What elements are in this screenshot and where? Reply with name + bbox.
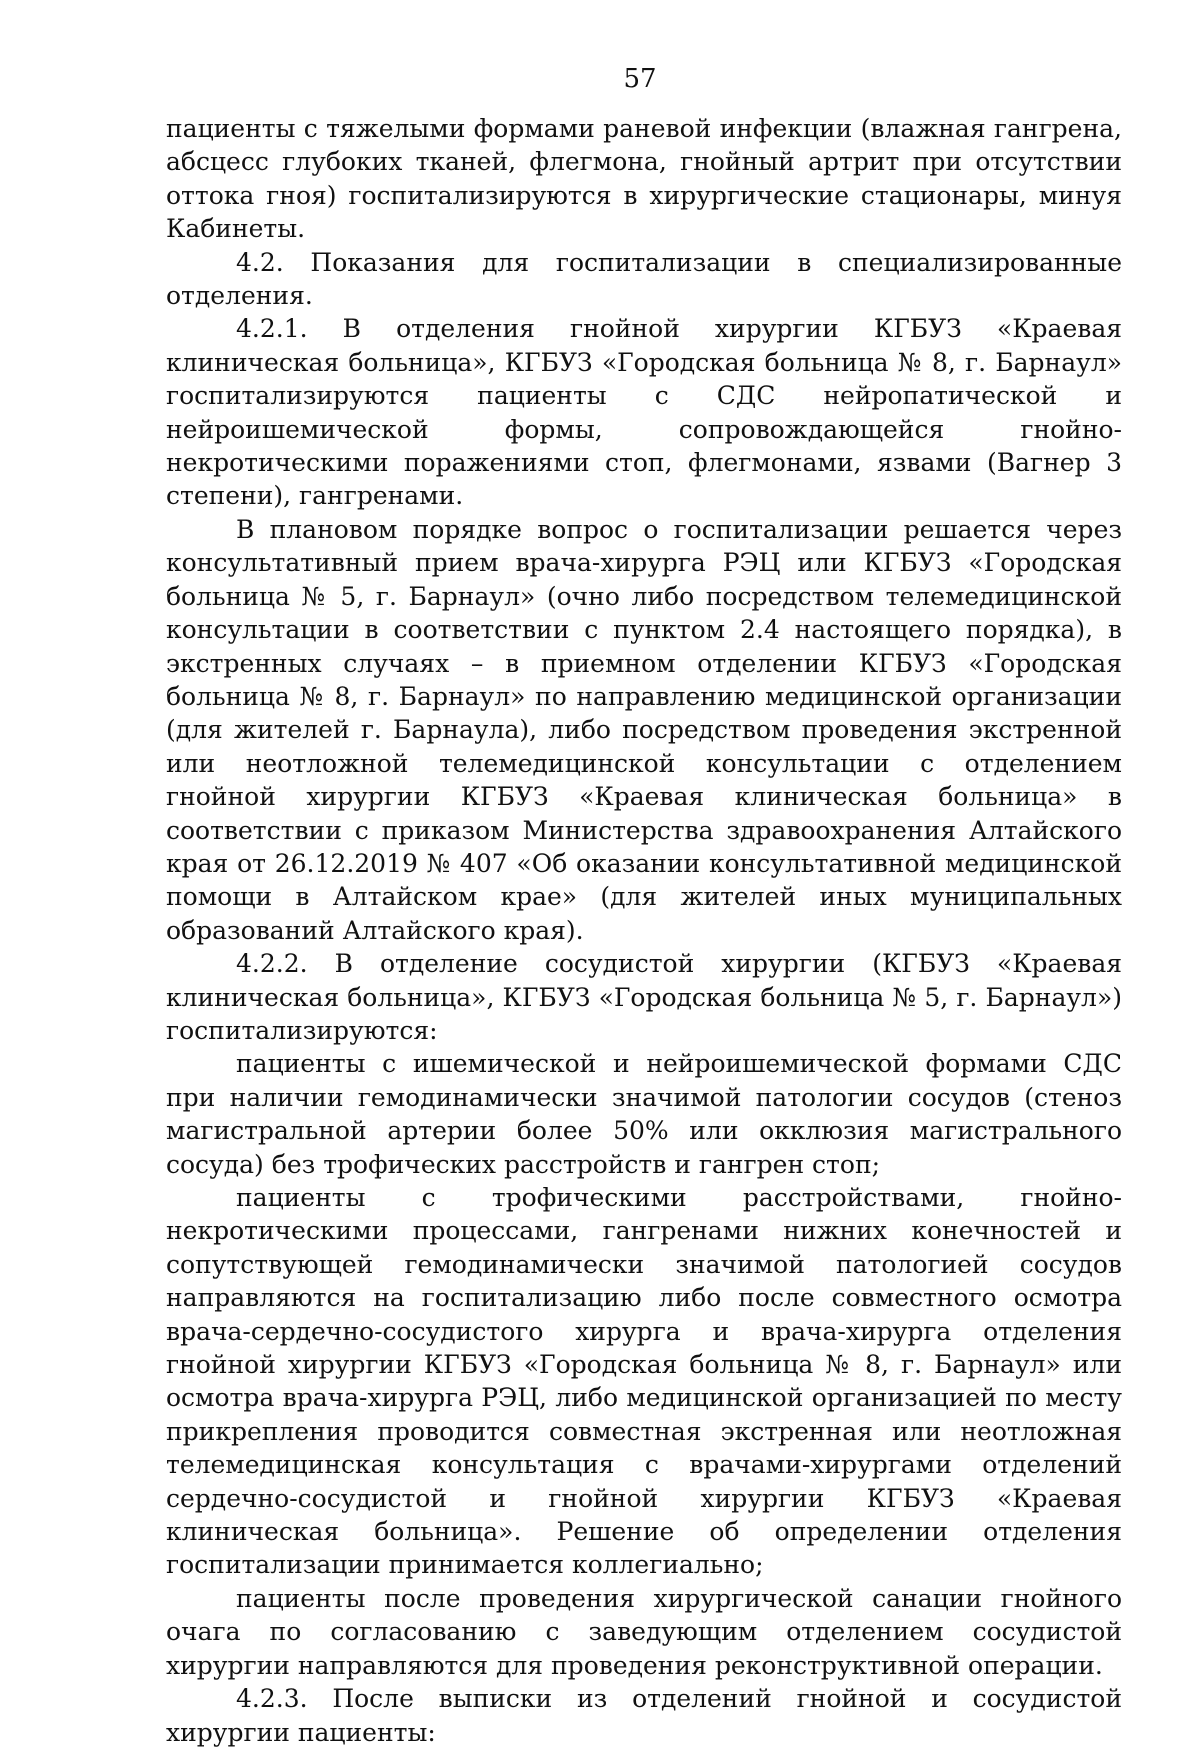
paragraph-after-sanation: пациенты после проведения хирургической санации гнойного очага по согласованию с заведующим отделением сосудистой хирургии направляются для проведения реконструктивной операции. [166, 1583, 1122, 1680]
paragraph-trophic-patients: пациенты с трофическими расстройствами, гнойно-некротическими процессами, гангренами нижних конечностей и сопутствующей гемодинамически значимой патологией сосудов направляются на госпитализацию либо после совместного осмотра врача-сердечно-сосудистого хирурга и врача-хирурга отделения гнойной хирургии КГБУЗ «Городская больница № 8, г. Барнаул» или осмотра врача-хирурга РЭЦ, либо медицинской организацией по месту прикрепления проводится совместная экстренная или неотложная телемедицинская консультация с врачами-хирургами отделений сердечно-сосудистой и гнойной хирургии КГБУЗ «Краевая клиническая больница». Решение об определении отделения госпитализации принимается коллегиально; [166, 1183, 1122, 1580]
paragraph-4-2-heading: 4.2. Показания для госпитализации в специализированные отделения. [166, 247, 1122, 311]
paragraph-4-2-1: 4.2.1. В отделения гнойной хирургии КГБУЗ «Краевая клиническая больница», КГБУЗ «Городская больница № 8, г. Барнаул» госпитализируются пациенты с СДС нейропатической и нейроишемической формы, сопровождающейся гнойно-некротическими поражениями стоп, флегмонами, язвами (Вагнер 3 степени), гангренами. [166, 314, 1122, 511]
paragraph-4-2-2: 4.2.2. В отделение сосудистой хирургии (КГБУЗ «Краевая клиническая больница», КГБУЗ «Городская больница № 5, г. Барнаул») госпитализируются: [166, 949, 1122, 1045]
page-number: 57 [623, 64, 657, 94]
paragraph-ischemic-patients: пациенты с ишемической и нейроишемической формами СДС при наличии гемодинамически значимой патологии сосудов (стеноз магистральной артерии более 50% или окклюзия магистрального сосуда) без трофических расстройств и гангрен стоп; [166, 1049, 1122, 1179]
paragraph-wound-infection: пациенты с тяжелыми формами раневой инфекции (влажная гангрена, абсцесс глубоких тканей, флегмона, гнойный артрит при отсутствии оттока гноя) госпитализируются в хирургические стационары, минуя Кабинеты. [166, 114, 1122, 244]
paragraph-planned-order: В плановом порядке вопрос о госпитализации решается через консультативный прием врача-хирурга РЭЦ или КГБУЗ «Городская больница № 5, г. Барнаул» (очно либо посредством телемедицинской консультации в соответствии с пунктом 2.4 настоящего порядка), в экстренных случаях – в приемном отделении КГБУЗ «Городская больница № 8, г. Барнаул» по направлению медицинской организации (для жителей г. Барнаула), либо посредством проведения экстренной или неотложной телемедицинской консультации с отделением гнойной хирургии КГБУЗ «Краевая клиническая больница» в соответствии с приказом Министерства здравоохранения Алтайского края от 26.12.2019 № 407 «Об оказании консультативной медицинской помощи в Алтайском крае» (для жителей иных муниципальных образований Алтайского края). [166, 514, 1122, 945]
paragraph-4-2-3: 4.2.3. После выписки из отделений гнойной и сосудистой хирургии пациенты: [166, 1684, 1122, 1747]
document-body [166, 112, 1122, 1749]
